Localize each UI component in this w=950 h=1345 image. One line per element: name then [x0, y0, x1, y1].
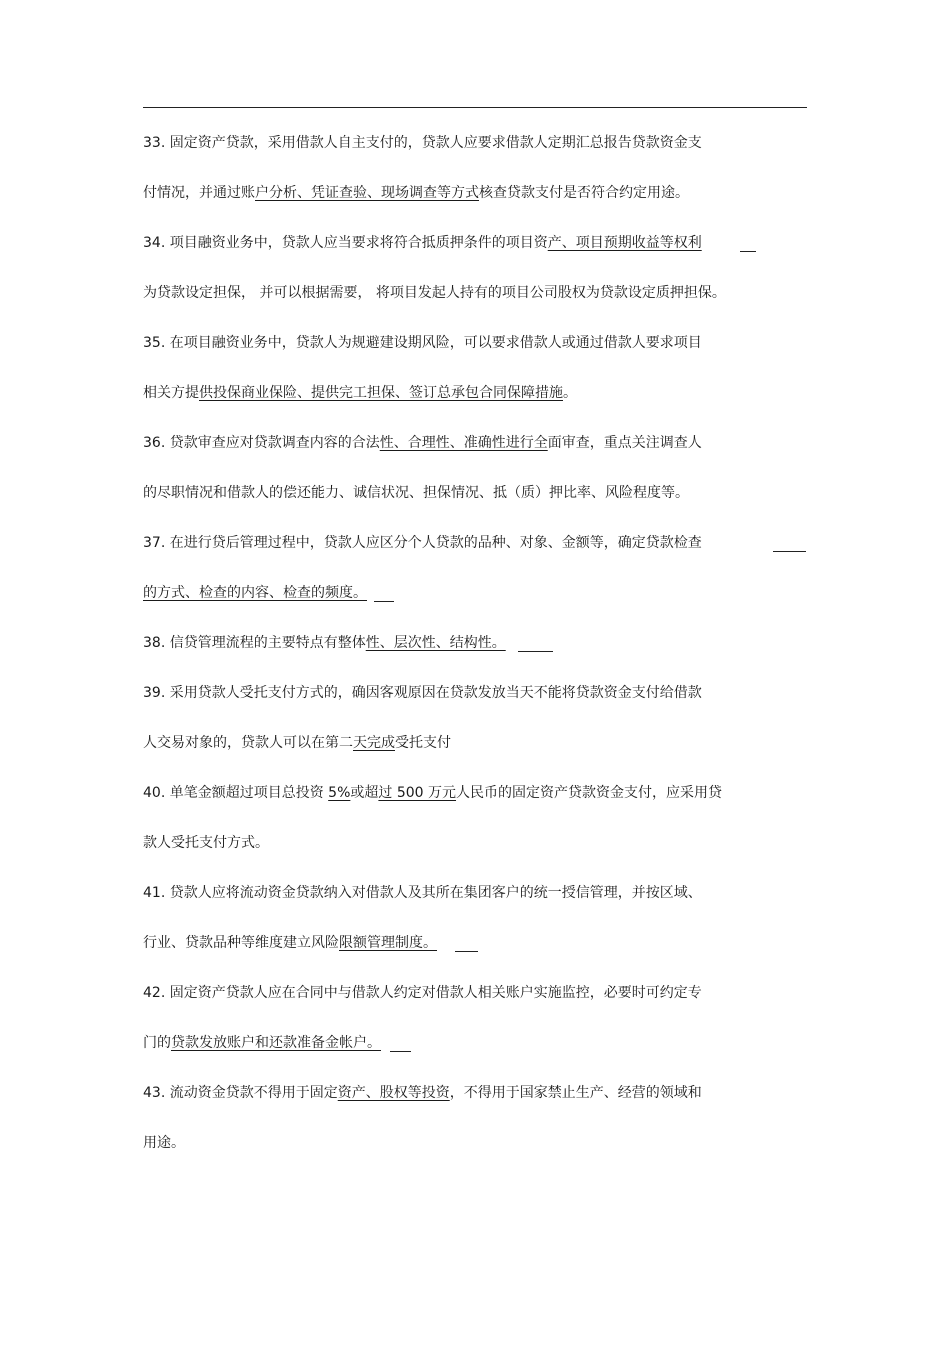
- q41-blank: [455, 951, 478, 952]
- q37-line2: 的方式、检查的内容、检查的频度。: [143, 585, 367, 601]
- q39-line1: 39. 采用贷款人受托支付方式的，确因客观原因在贷款发放当天不能将贷款资金支付给借款: [143, 685, 702, 701]
- q36-line2: 的尽职情况和借款人的偿还能力、诚信状况、担保情况、抵（质）押比率、风险程度等。: [143, 485, 689, 501]
- q33-line2: 付情况，并通过账户分析、凭证查验、现场调查等方式核查贷款支付是否符合约定用途。: [143, 185, 689, 201]
- q40-line1: 40. 单笔金额超过项目总投资 5%或超过 500 万元人民币的固定资产贷款资金支付，应采用贷: [143, 785, 723, 801]
- q37-line1: 37. 在进行贷后管理过程中，贷款人应区分个人贷款的品种、对象、金额等，确定贷款检查: [143, 535, 702, 551]
- q40-line2: 款人受托支付方式。: [143, 835, 269, 851]
- q38-line1: 38. 信贷管理流程的主要特点有整体性、层次性、结构性。: [143, 635, 506, 651]
- q42-line2: 门的贷款发放账户和还款准备金帐户。: [143, 1035, 381, 1051]
- q43-line1: 43. 流动资金贷款不得用于固定资产、股权等投资，不得用于国家禁止生产、经营的领域和: [143, 1085, 702, 1101]
- q42-blank: [390, 1051, 411, 1052]
- q34-line1: 34. 项目融资业务中，贷款人应当要求将符合抵质押条件的项目资产、项目预期收益等权利: [143, 235, 702, 251]
- q36-line1: 36. 贷款审查应对贷款调查内容的合法性、合理性、准确性进行全面审查，重点关注调查人: [143, 435, 702, 451]
- q42-line1: 42. 固定资产贷款人应在合同中与借款人约定对借款人相关账户实施监控，必要时可约定专: [143, 985, 702, 1001]
- q41-line1: 41. 贷款人应将流动资金贷款纳入对借款人及其所在集团客户的统一授信管理，并按区域、: [143, 885, 702, 901]
- q41-line2: 行业、贷款品种等维度建立风险限额管理制度。: [143, 935, 437, 951]
- q37-blank-2: [374, 601, 394, 602]
- header-rule: [143, 107, 807, 108]
- q34-line2: 为贷款设定担保， 并可以根据需要， 将项目发起人持有的项目公司股权为贷款设定质押担保。: [143, 285, 726, 301]
- q35-line1: 35. 在项目融资业务中，贷款人为规避建设期风险，可以要求借款人或通过借款人要求项目: [143, 335, 702, 351]
- q38-blank: [518, 651, 553, 652]
- q39-line2: 人交易对象的，贷款人可以在第二天完成受托支付: [143, 735, 451, 751]
- q33-line1: 33. 固定资产贷款，采用借款人自主支付的，贷款人应要求借款人定期汇总报告贷款资金支: [143, 135, 702, 151]
- q43-line2: 用途。: [143, 1135, 185, 1151]
- q34-blank: [740, 251, 756, 252]
- q37-blank: [773, 551, 806, 552]
- q35-line2: 相关方提供投保商业保险、提供完工担保、签订总承包合同保障措施。: [143, 385, 577, 401]
